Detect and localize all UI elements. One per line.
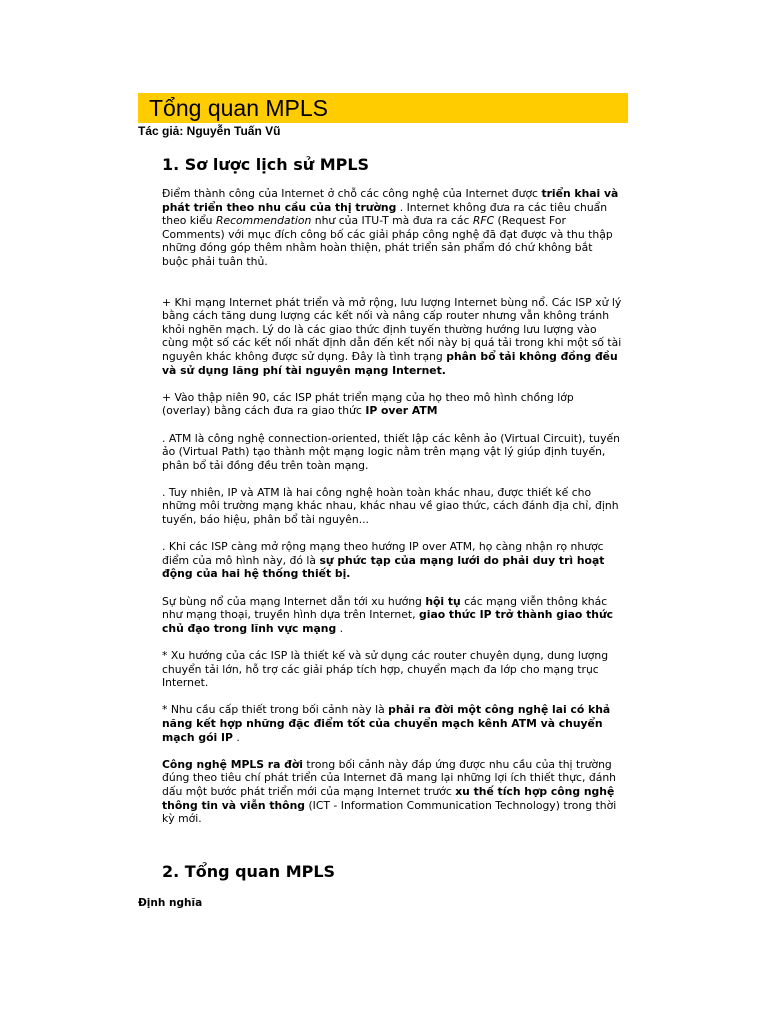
paragraph-6: . Khi các ISP càng mở rộng mạng theo hướng IP over ATM, họ càng nhận rọ nhược điểm của mô hình này, đó là sự phức tạp của mạng lưới do phải duy trì hoạt động của hai hệ thống thiết bị.: [162, 540, 605, 581]
title-banner: [138, 93, 628, 123]
paragraph-3: + Vào thập niên 90, các ISP phát triển mạng của họ theo mô hình chồng lớp (overlay) bằng cách đưa ra giao thức IP over ATM: [162, 390, 574, 418]
author-line: Tác giả: Nguyễn Tuấn Vũ: [138, 124, 281, 138]
paragraph-2: + Khi mạng Internet phát triển và mở rộng, lưu lượng Internet bùng nổ. Các ISP xử lý bằng cách tăng dung lượng các kết nối và nâng cấp router nhưng vẫn không tránh khỏi nghẽn mạch. Lý do là các giao thức định tuyến thường hướng lưu lượng vào cùng một số các kết nối nhất định dẫn đến kết nối này bị quá tải trong khi một số tài nguyên khác không được sử dụng. Đây là tình trạng phân bổ tải không đồng đều và sử dụng lãng phí tài nguyên mạng Internet.: [162, 295, 622, 377]
definition-subheading: Định nghĩa: [138, 897, 203, 909]
document-body: [162, 187, 622, 839]
section-1-heading: 1. Sơ lược lịch sử MPLS: [162, 155, 370, 174]
paragraph-1: Điểm thành công của Internet ở chỗ các công nghệ của Internet được triển khai và phát triển theo nhu cầu của thị trường . Internet không đưa ra các tiêu chuẩn theo kiểu Recommendation như của ITU-T mà đưa ra các RFC (Request For Comments) với mục đích công bố các giải pháp công nghệ đã đạt được và thu thập những đóng góp thêm nhằm hoàn thiện, phát triển sản phẩm đó chứ không bắt buộc phải tuân thủ.: [162, 187, 619, 268]
section-2-heading: 2. Tổng quan MPLS: [162, 862, 336, 881]
paragraph-5: . Tuy nhiên, IP và ATM là hai công nghệ hoàn toàn khác nhau, được thiết kế cho những môi trường mạng khác nhau, khác nhau về giao thức, cách đánh địa chỉ, định tuyến, báo hiệu, phân bổ tài nguyên...: [162, 485, 619, 527]
paragraph-8: * Xu hướng của các ISP là thiết kế và sử dụng các router chuyên dụng, dung lượng chuyển tải lớn, hỗ trợ các giải pháp tích hợp, chuyển mạch đa lớp cho mạng trục Internet.: [162, 649, 609, 690]
paragraph-7: Sự bùng nổ của mạng Internet dẫn tới xu hướng hội tụ các mạng viễn thông khác như mạng thoại, truyền hình dựa trên Internet, giao thức IP trở thành giao thức chủ đạo trong lĩnh vực mạng .: [162, 594, 614, 635]
paragraph-9: * Nhu cầu cấp thiết trong bối cảnh này là phải ra đời một công nghệ lai có khả năng kết hợp những đặc điểm tốt của chuyển mạch kênh ATM và chuyển mạch gói IP .: [162, 703, 611, 744]
document-title: Tổng quan MPLS: [149, 95, 329, 121]
paragraph-4: . ATM là công nghệ connection-oriented, thiết lập các kênh ảo (Virtual Circuit), tuyến ảo (Virtual Path) tạo thành một mạng logic nằm trên mạng vật lý giúp định tuyến, phân bổ tải đồng đều trên toàn mạng.: [162, 431, 620, 472]
paragraph-10: Công nghệ MPLS ra đời trong bối cảnh này đáp ứng được nhu cầu của thị trường đúng theo tiêu chí phát triển của Internet đã mang lại những lợi ích thiết thực, đánh dấu một bước phát triển mới của mạng Internet trước xu thế tích hợp công nghệ thông tin và viễn thông (ICT - Information Communication Technology) trong thời kỳ mới.: [162, 757, 617, 826]
